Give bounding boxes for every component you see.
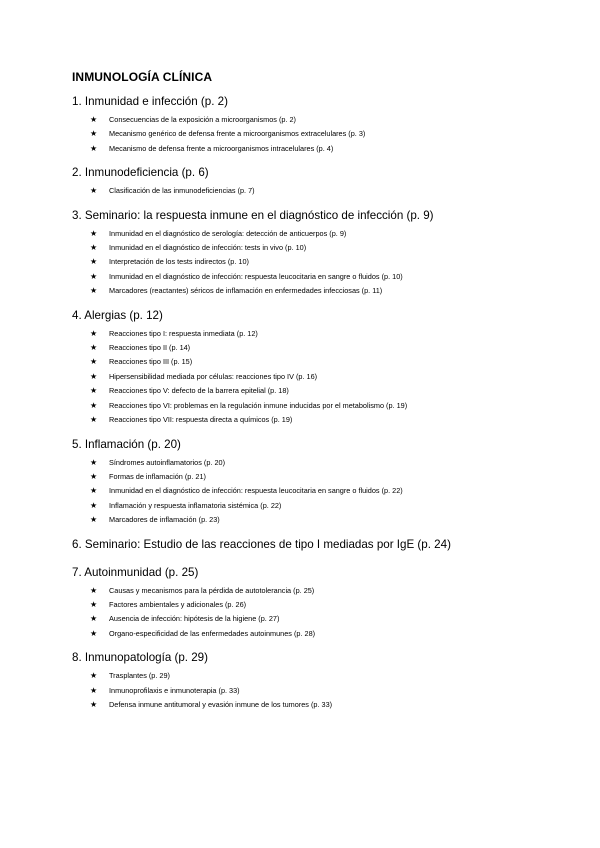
section-items-list — [72, 113, 560, 156]
list-item — [72, 499, 560, 513]
star-icon: ★ — [90, 286, 98, 296]
section-5 — [72, 438, 560, 528]
star-icon: ★ — [90, 699, 98, 709]
star-icon: ★ — [90, 486, 98, 496]
star-icon: ★ — [90, 186, 98, 196]
list-item — [72, 255, 560, 269]
list-item-text: Formas de inflamación (p. 21) — [109, 471, 206, 481]
list-item — [72, 584, 560, 598]
list-item-text: Organo-especificidad de las enfermedades autoinmunes (p. 28) — [109, 628, 316, 638]
list-item-text: Síndromes autoinflamatorios (p. 20) — [109, 457, 225, 467]
section-heading: 8. Inmunopatología (p. 29) — [72, 651, 208, 665]
star-icon: ★ — [90, 585, 98, 595]
list-item — [72, 484, 560, 498]
list-item — [72, 627, 560, 641]
list-item-text: Marcadores (reactantes) séricos de inflamación en enfermedades infecciosas (p. 11) — [109, 286, 383, 296]
section-items-list — [72, 669, 560, 712]
section-items-list — [72, 584, 560, 642]
list-item — [72, 284, 560, 298]
star-icon: ★ — [90, 671, 98, 681]
list-item — [72, 684, 560, 698]
list-item — [72, 184, 560, 198]
star-icon: ★ — [90, 471, 98, 481]
list-item — [72, 142, 560, 156]
star-icon: ★ — [90, 328, 98, 338]
list-item-text: Marcadores de inflamación (p. 23) — [109, 515, 220, 525]
list-item-text: Reacciones tipo VII: respuesta directa a químicos (p. 19) — [109, 415, 293, 425]
list-item — [72, 513, 560, 527]
list-item — [72, 470, 560, 484]
section-7 — [72, 566, 560, 642]
list-item-text: Mecanismo de defensa frente a microorganismos intracelulares (p. 4) — [109, 143, 334, 153]
section-heading: 4. Alergias (p. 12) — [72, 308, 163, 322]
star-icon: ★ — [90, 599, 98, 609]
star-icon: ★ — [90, 243, 98, 253]
list-item — [72, 456, 560, 470]
list-item — [72, 355, 560, 369]
section-heading: 1. Inmunidad e infección (p. 2) — [72, 95, 228, 108]
list-item-text: Consecuencias de la exposición a microorganismos (p. 2) — [109, 115, 296, 124]
section-8 — [72, 651, 560, 712]
list-item-text: Factores ambientales y adicionales (p. 26) — [109, 599, 247, 609]
list-item-text: Reacciones tipo I: respuesta inmediata (p. 12) — [109, 328, 258, 338]
table-of-contents — [72, 95, 560, 712]
star-icon: ★ — [90, 515, 98, 525]
list-item — [72, 669, 560, 683]
section-1 — [72, 95, 560, 156]
document-title: INMUNOLOGÍA CLÍNICA — [72, 70, 213, 84]
star-icon: ★ — [90, 357, 98, 367]
list-item-text: Inmunidad en el diagnóstico de infección: respuesta leucocitaria en sangre o fluidos (p. 10) — [109, 271, 403, 281]
section-3 — [72, 209, 560, 299]
list-item-text: Hipersensibilidad mediada por células: reacciones tipo IV (p. 16) — [109, 371, 318, 381]
star-icon: ★ — [90, 415, 98, 425]
star-icon: ★ — [90, 457, 98, 467]
list-item-text: Interpretación de los tests indirectos (p. 10) — [109, 257, 249, 267]
list-item-text: Clasificación de las inmunodeficiencias (p. 7) — [109, 186, 255, 196]
star-icon: ★ — [90, 400, 98, 410]
list-item-text: Causas y mecanismos para la pérdida de autotolerancia (p. 25) — [109, 585, 315, 595]
list-item — [72, 327, 560, 341]
list-item — [72, 384, 560, 398]
list-item-text: Inmunidad en el diagnóstico de infección: respuesta leucocitaria en sangre o fluidos (p. 22) — [109, 486, 403, 496]
section-heading: 2. Inmunodeficiencia (p. 6) — [72, 166, 209, 180]
section-items-list — [72, 327, 560, 428]
list-item — [72, 370, 560, 384]
star-icon: ★ — [90, 685, 98, 695]
star-icon: ★ — [90, 228, 98, 238]
list-item — [72, 612, 560, 626]
list-item — [72, 341, 560, 355]
list-item-text: Trasplantes (p. 29) — [109, 671, 170, 681]
star-icon: ★ — [90, 614, 98, 624]
list-item-text: Inflamación y respuesta inflamatoria sistémica (p. 22) — [109, 500, 282, 510]
section-heading: 6. Seminario: Estudio de las reacciones de tipo I mediadas por IgE (p. 24) — [72, 537, 451, 551]
list-item-text: Reacciones tipo III (p. 15) — [109, 357, 193, 367]
list-item — [72, 113, 560, 127]
list-item-text: Defensa inmune antitumoral y evasión inmune de los tumores (p. 33) — [109, 699, 333, 709]
list-item — [72, 698, 560, 712]
list-item-text: Inmunidad en el diagnóstico de serología: detección de anticuerpos (p. 9) — [109, 228, 347, 238]
star-icon: ★ — [90, 271, 98, 281]
section-heading: 7. Autoinmunidad (p. 25) — [72, 565, 199, 579]
list-item-text: Mecanismo genérico de defensa frente a microorganismos extracelulares (p. 3) — [109, 129, 366, 139]
section-6 — [72, 538, 560, 551]
list-item-text: Reacciones tipo VI: problemas en la regulación inmune inducidas por el metabolismo (p. 19) — [109, 400, 408, 410]
star-icon: ★ — [90, 129, 98, 139]
star-icon: ★ — [90, 257, 98, 267]
list-item — [72, 598, 560, 612]
star-icon: ★ — [90, 628, 98, 638]
list-item — [72, 413, 560, 427]
section-4 — [72, 309, 560, 428]
list-item-text: Reacciones tipo II (p. 14) — [109, 343, 191, 353]
star-icon: ★ — [90, 371, 98, 381]
star-icon: ★ — [90, 115, 98, 124]
list-item — [72, 227, 560, 241]
section-heading: 5. Inflamación (p. 20) — [72, 437, 181, 451]
list-item-text: Ausencia de infección: hipótesis de la higiene (p. 27) — [109, 614, 280, 624]
section-items-list — [72, 184, 560, 198]
list-item — [72, 127, 560, 141]
star-icon: ★ — [90, 343, 98, 353]
list-item-text: Reacciones tipo V: defecto de la barrera epitelial (p. 18) — [109, 386, 289, 396]
list-item-text: Inmunidad en el diagnóstico de infección: tests in vivo (p. 10) — [109, 243, 307, 253]
section-2 — [72, 166, 560, 198]
list-item — [72, 399, 560, 413]
list-item-text: Inmunoprofilaxis e inmunoterapia (p. 33) — [109, 685, 240, 695]
star-icon: ★ — [90, 386, 98, 396]
star-icon: ★ — [90, 143, 98, 153]
list-item — [72, 270, 560, 284]
section-items-list — [72, 227, 560, 299]
star-icon: ★ — [90, 500, 98, 510]
list-item — [72, 241, 560, 255]
section-items-list — [72, 456, 560, 528]
section-heading: 3. Seminario: la respuesta inmune en el diagnóstico de infección (p. 9) — [72, 208, 434, 222]
